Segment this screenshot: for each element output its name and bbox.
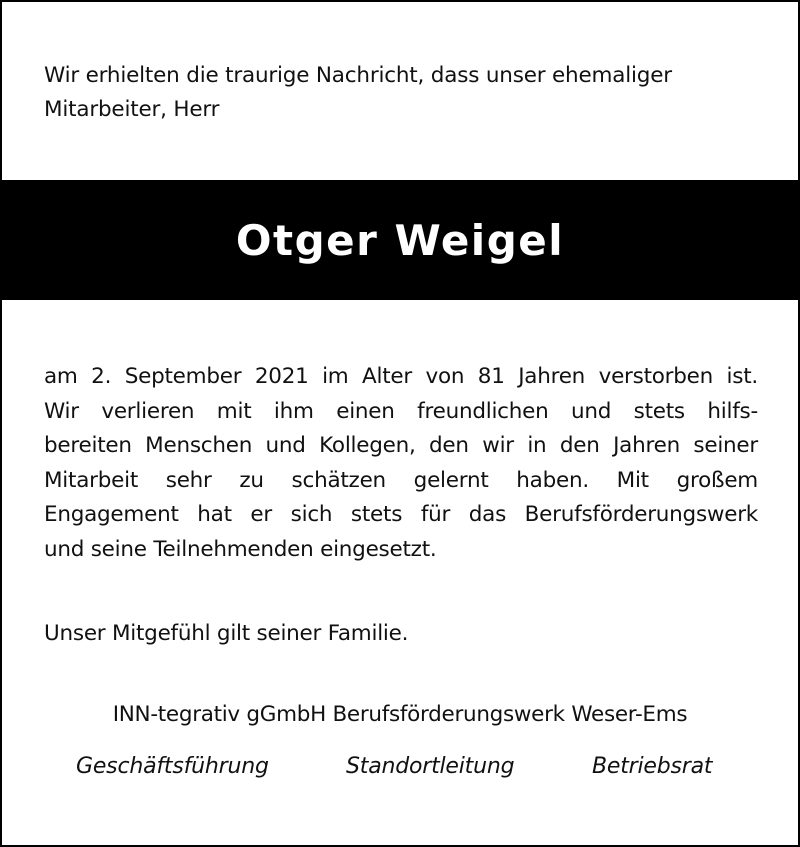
intro-text [44, 59, 764, 127]
deceased-name: Otger Weigel [235, 215, 565, 265]
signature-management: Geschäftsführung [76, 754, 269, 779]
signature-site-management: Standortleitung [346, 754, 515, 779]
body-line: Engagement hat er sich stets für das Berufsförderungswerk [44, 502, 758, 528]
signature-row [2, 754, 798, 790]
intro-line: Mitarbeiter, Herr [44, 97, 220, 122]
condolence-text: Unser Mitgefühl gilt seiner Familie. [44, 621, 409, 646]
name-banner [2, 180, 798, 300]
body-line: Wir verlieren mit ihm einen freundlichen und stets hilfs- [44, 398, 758, 424]
body-line: Mitarbeit sehr zu schätzen gelernt haben. Mit großem [44, 467, 758, 493]
intro-line: Wir erhielten die traurige Nachricht, dass unser ehemaliger [44, 63, 672, 88]
body-paragraph [44, 360, 758, 568]
organization-name: INN-tegrativ gGmbH Berufsförderungswerk Weser-Ems [112, 702, 688, 727]
signature-works-council: Betriebsrat [592, 754, 713, 779]
body-line: und seine Teilnehmenden eingesetzt. [44, 536, 437, 562]
body-line: am 2. September 2021 im Alter von 81 Jahren verstorben ist. [44, 364, 758, 389]
body-line: bereiten Menschen und Kollegen, den wir in den Jahren seiner [44, 433, 758, 459]
